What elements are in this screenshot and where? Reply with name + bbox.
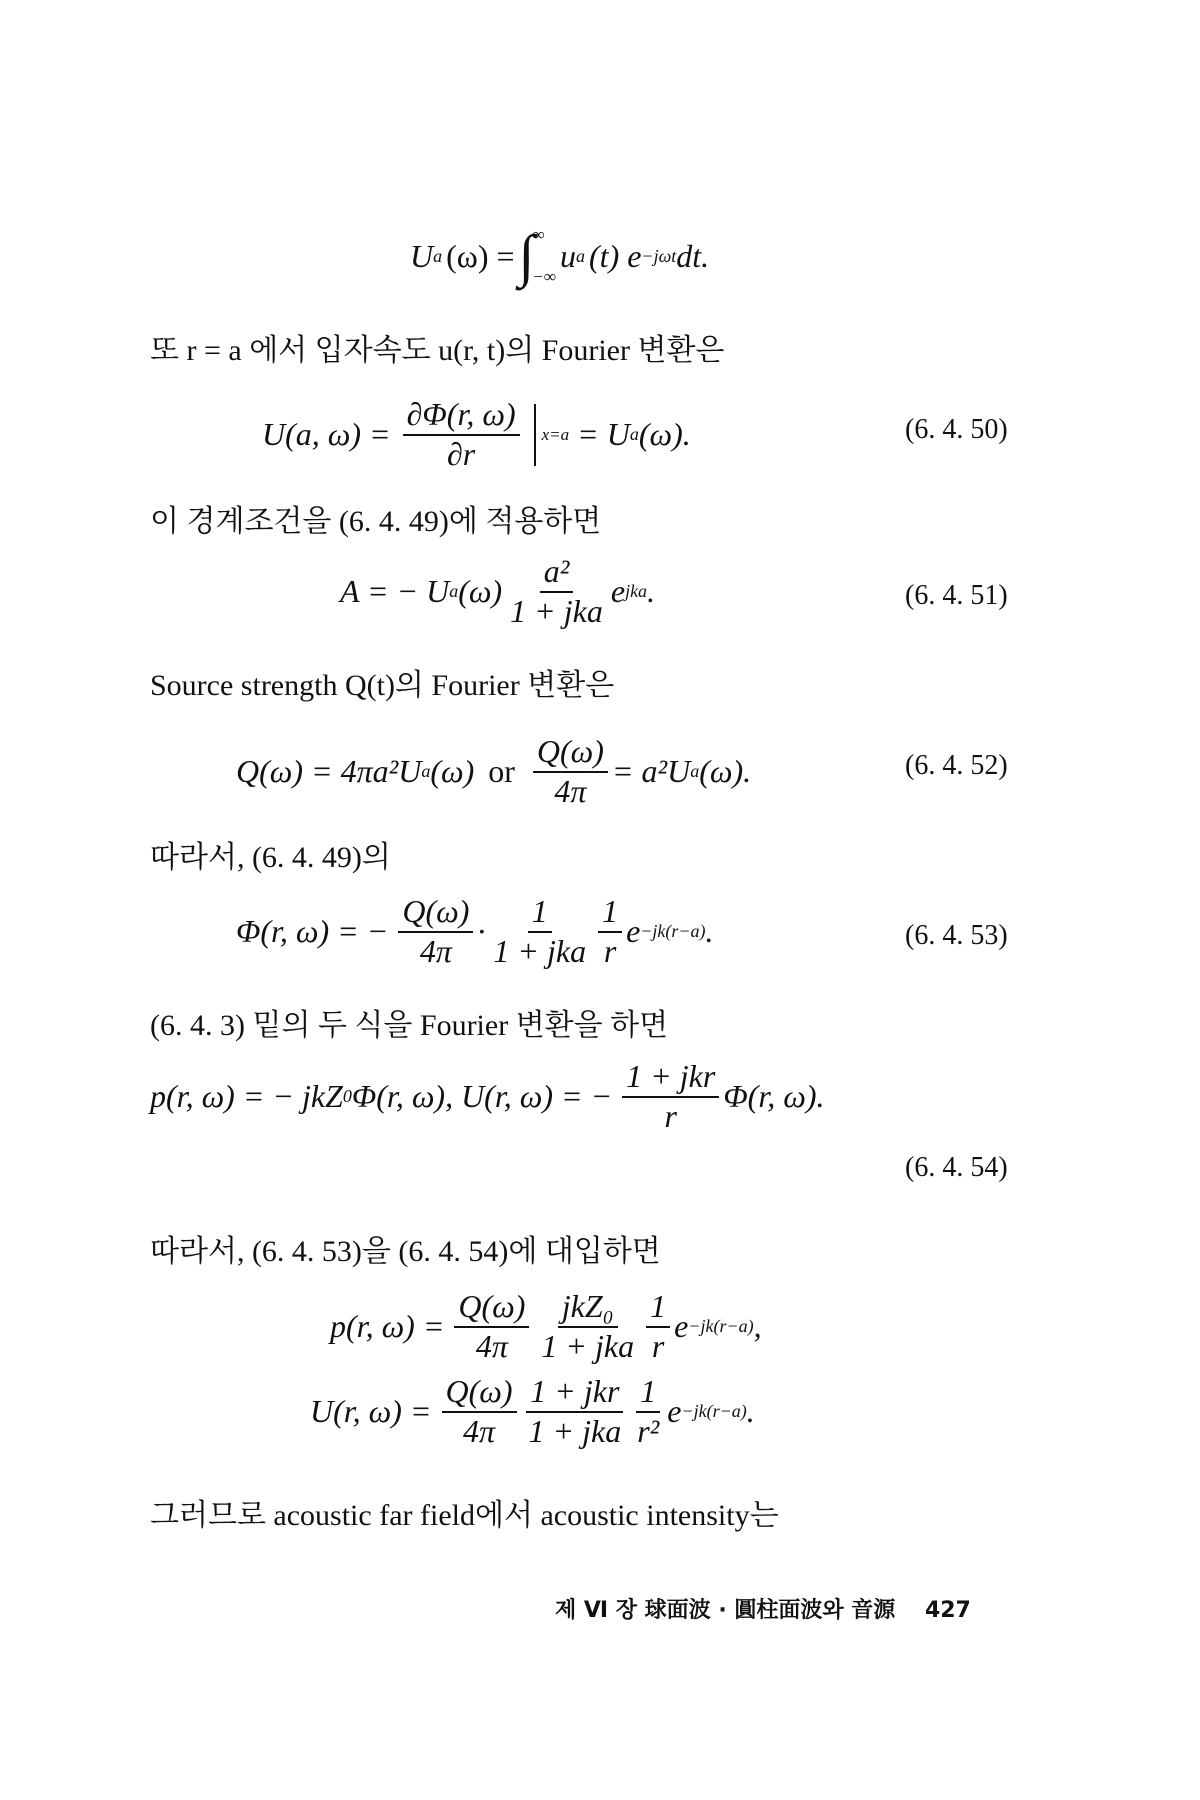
equation-label-6-4-50: (6. 4. 50) — [905, 414, 1008, 445]
paragraph-6: 따라서, (6. 4. 53)을 (6. 4. 54)에 대입하면 — [150, 1235, 661, 1268]
equation-fourier-integral: U a (ω) = ∫ ∞ −∞ u a (t) e −jωt dt. — [410, 223, 710, 288]
paragraph-7: 그러므로 acoustic far field에서 acoustic intensity는 — [150, 1499, 779, 1532]
equation-label-6-4-53: (6. 4. 53) — [905, 920, 1008, 951]
equation-6-4-51: A = − U a (ω) $\frac{\text{a²}}{\text{1 + jka}}$ e jka . — [340, 553, 656, 629]
paragraph-4: 따라서, (6. 4. 49)의 — [150, 841, 391, 874]
equation-6-4-54: p(r, ω) = − jkZ 0 Φ(r, ω), U(r, ω) = − $\frac{\text{1 + jkr}}{r}$ Φ(r, ω). — [150, 1058, 825, 1134]
paragraph-1: 또 r = a 에서 입자속도 u(r, t)의 Fourier 변환은 — [150, 334, 725, 367]
equation-label-6-4-54: (6. 4. 54) — [905, 1152, 1008, 1183]
equation-6-4-53: Φ(r, ω) = − $\frac{Q(\omega)}{4\pi}$ · $\frac{1}{\text{1 + jka}}$ $\frac{1}{r}$ e −jk(r−a) . — [236, 893, 714, 969]
equation-6-4-52: Q(ω) = 4πa²U a (ω) or $\frac{Q(\omega)}{4\pi}$ = a²U a (ω). — [236, 733, 752, 809]
equation-label-6-4-51: (6. 4. 51) — [905, 580, 1008, 611]
paragraph-2: 이 경계조건을 (6. 4. 49)에 적용하면 — [150, 505, 602, 538]
page-number: 427 — [924, 1598, 971, 1623]
running-footer — [555, 1593, 971, 1624]
integral-sign: ∫ ∞ −∞ — [518, 223, 557, 288]
paragraph-5: (6. 4. 3) 밑의 두 식을 Fourier 변환을 하면 — [150, 1009, 669, 1042]
chapter-title: 제 Ⅵ 장 球面波 · 圓柱面波와 音源 — [555, 1598, 896, 1623]
equation-6-4-50: U(a, ω) = $\frac{\partial\Phi(r, \omega)}{\partial r}$ x=a = U a (ω). — [262, 396, 691, 472]
paragraph-3: Source strength Q(t)의 Fourier 변환은 — [150, 669, 615, 702]
equation-label-6-4-52: (6. 4. 52) — [905, 750, 1008, 781]
equation-pressure: p(r, ω) = $\frac{Q(\omega)}{4\pi}$ $\frac{\text{jkZ₀}}{\text{1 + jka}}$ $\frac{1}{r}$ e −jk(r−a) , — [330, 1288, 762, 1364]
equation-velocity: U(r, ω) = $\frac{Q(\omega)}{4\pi}$ $\frac{\text{1 + jkr}}{\text{1 + jka}}$ $\frac{1}{\text{r²}}$ e −jk(r−a) . — [310, 1373, 755, 1449]
